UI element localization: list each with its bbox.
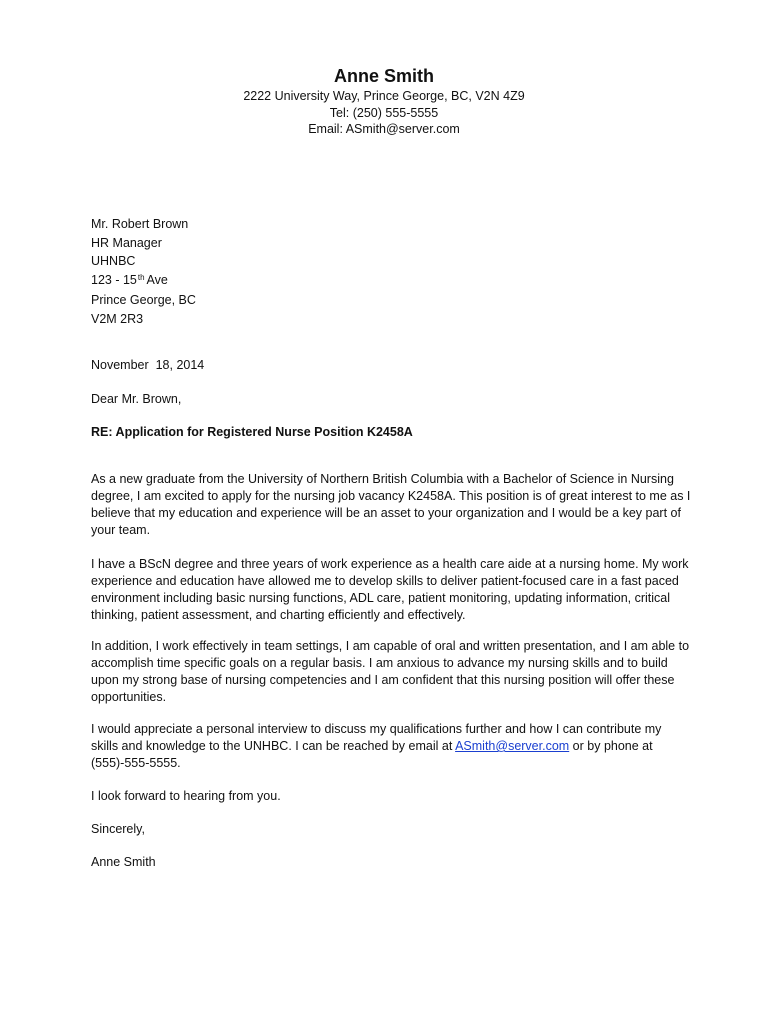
- recipient-org: UHNBC: [91, 254, 136, 268]
- subject-line: RE: Application for Registered Nurse Position K2458A: [91, 425, 413, 439]
- street-number: 123 - 15: [91, 272, 137, 287]
- sender-address: 2222 University Way, Prince George, BC, V2N 4Z9: [243, 89, 525, 103]
- letter-header: [0, 64, 768, 138]
- sender-name: Anne Smith: [333, 66, 434, 86]
- email-link[interactable]: ASmith@server.com: [455, 739, 570, 753]
- recipient-postal: V2M 2R3: [91, 311, 144, 326]
- street-suffix: Ave: [146, 272, 168, 287]
- sender-email: Email: ASmith@server.com: [308, 122, 460, 136]
- paragraph-4: [91, 721, 691, 772]
- sender-phone: Tel: (250) 555-5555: [329, 105, 439, 120]
- recipient-title: HR Manager: [91, 235, 162, 250]
- recipient-name: Mr. Robert Brown: [91, 217, 189, 231]
- paragraph-4-text-before: I would appreciate a personal interview to discuss my qualifications further and how I can contribute my skills and knowledge to the UNHBC. I can be reached by email at: [91, 722, 662, 753]
- recipient-block: [91, 215, 691, 328]
- paragraph-3: In addition, I work effectively in team settings, I am capable of oral and written presentation, and I am able to accomplish time specific goals on a regular basis. I am anxious to advance my nursing skills and to build upon my strong base of nursing competencies and I am confident that this nursing position will offer these opportunities.: [91, 639, 690, 704]
- closing-line: I look forward to hearing from you.: [91, 789, 281, 803]
- recipient-street: [91, 271, 691, 292]
- street-ordinal: th: [137, 272, 145, 282]
- paragraph-1: As a new graduate from the University of Northern British Columbia with a Bachelor of Science in Nursing degree, I am excited to apply for the nursing job vacancy K2458A. This position is of great interest to me as I believe that my education and experience will be an asset to your organization and I would be a key part of your team.: [91, 472, 691, 537]
- letter-date: November 18, 2014: [91, 358, 205, 372]
- salutation: Dear Mr. Brown,: [91, 392, 182, 406]
- signature-name: Anne Smith: [91, 855, 156, 869]
- paragraph-4-text-after: or by phone at (555)-555-5555.: [91, 739, 653, 770]
- paragraph-2: I have a BScN degree and three years of work experience as a health care aide at a nursing home. My work experience and education have allowed me to develop skills to deliver patient-focused care in a fast paced environment including basic nursing functions, ADL care, patient monitoring, updating information, critical thinking, patient assessment, and charting efficiently and effectively.: [91, 557, 689, 622]
- recipient-city: Prince George, BC: [91, 293, 196, 307]
- sign-off: Sincerely,: [91, 822, 145, 836]
